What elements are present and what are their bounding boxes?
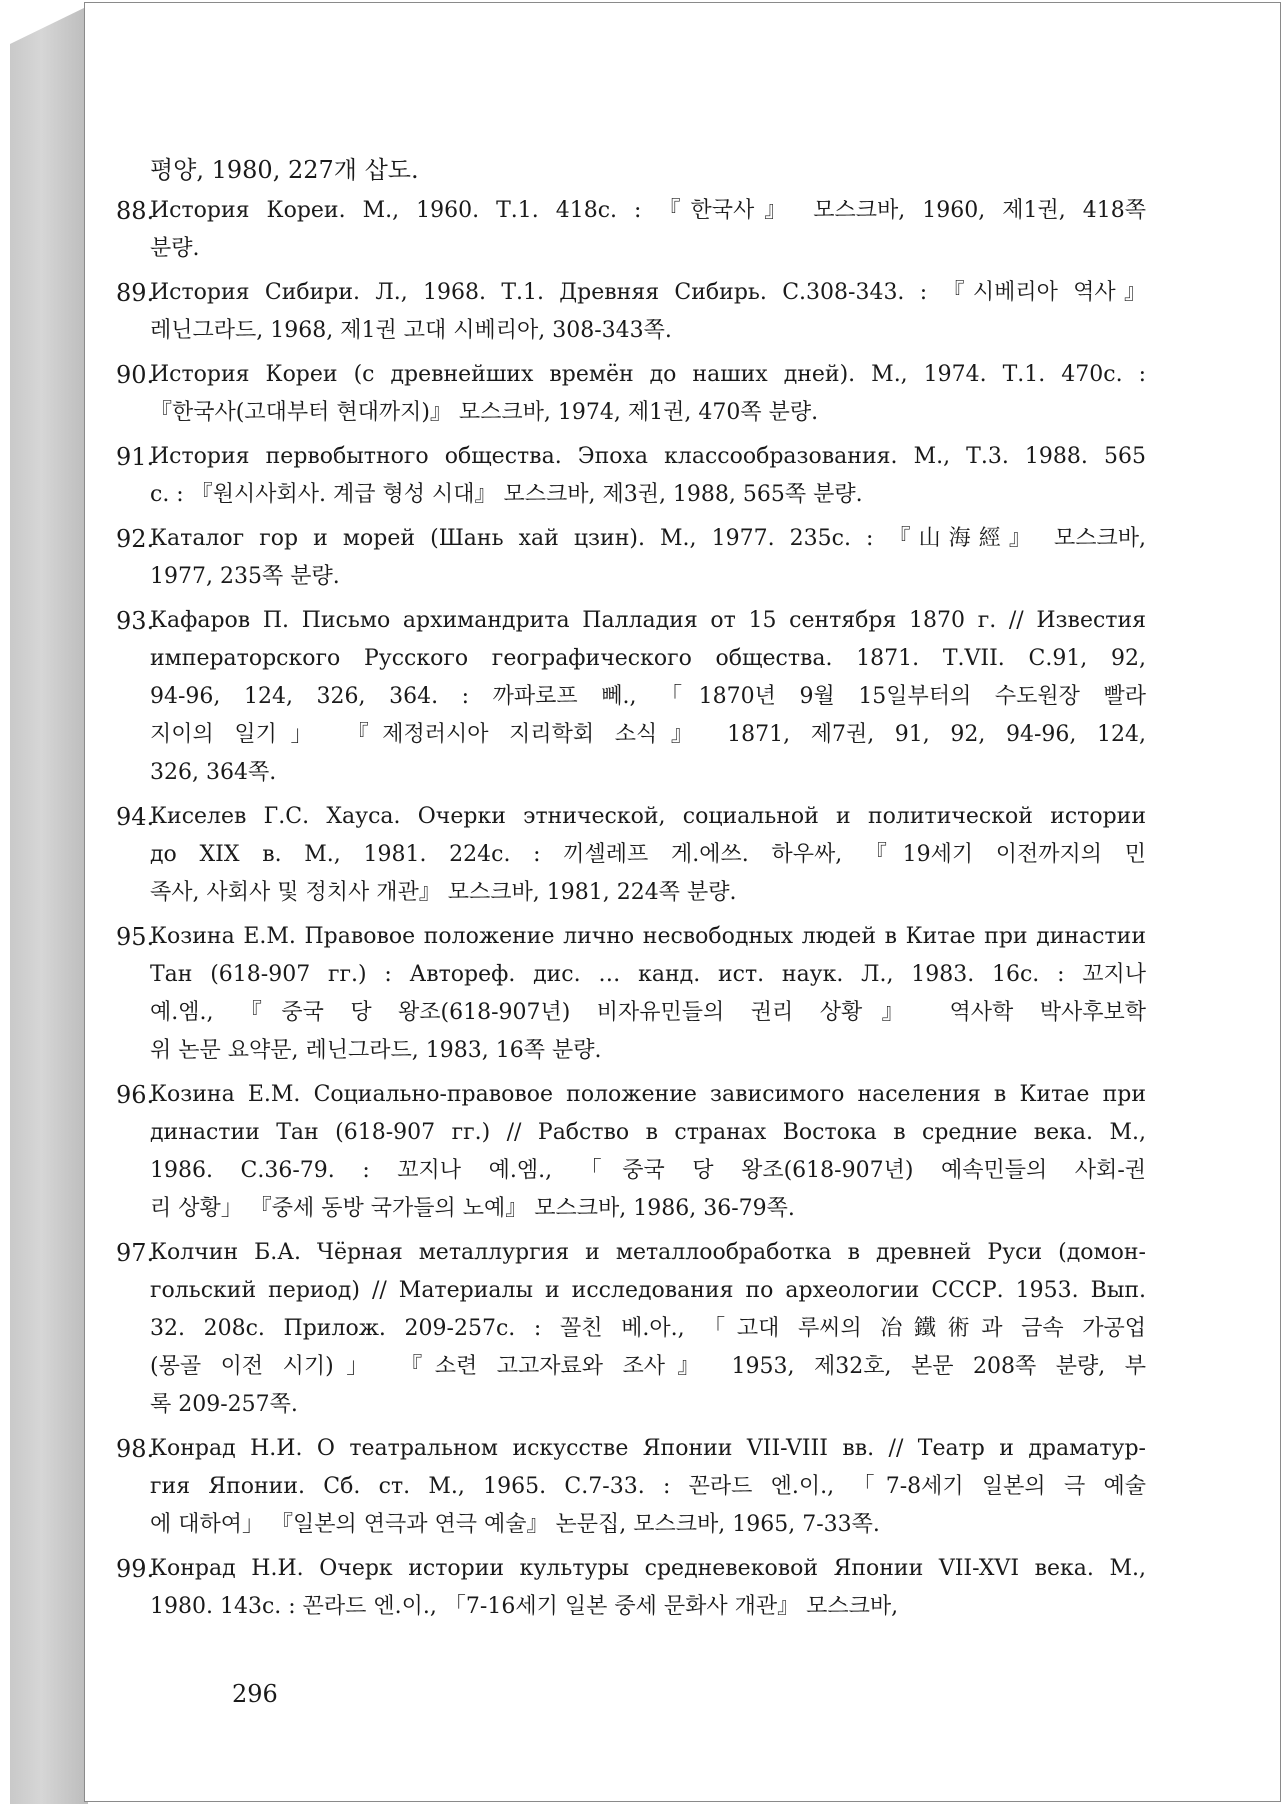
entry-line: Кафаров П. Письмо архимандрита Палладия от 15 сентября 1870 г. // Известия [150,608,1146,633]
entry-line: Колчин Б.А. Чёрная металлургия и металлообработка в древней Руси (домон- [150,1240,1146,1265]
entry-line: 1986. С.36-79. : 꼬지나 예.엠., 「중국 당 왕조(618-907년) 예속민들의 사회-권 [150,1158,1146,1183]
entry-line: Козина Е.М. Правовое положение лично несвободных людей в Китае при династии [150,924,1146,949]
entry-line: 분량. [150,236,200,261]
bibliography-entry [116,520,1146,596]
entry-line: 지이의 일기」 『제정러시아 지리학회 소식』 1871, 제7권, 91, 92, 94-96, 124, [150,722,1146,747]
entry-text [150,192,1146,268]
entry-number: 95. [116,923,155,951]
entry-line: 위 논문 요약문, 레닌그라드, 1983, 16쪽 분량. [150,1038,602,1063]
book-spine [10,6,88,1804]
bibliography-entry [116,602,1146,792]
bibliography-entry [116,438,1146,514]
entry-text [150,1430,1146,1544]
entry-number: 93. [116,607,155,635]
entry-line: 예.엠., 『중국 당 왕조(618-907년) 비자유민들의 권리 상황』 역사학 박사후보학 [150,1000,1146,1025]
bibliography-entry [116,356,1146,432]
entry-line: Каталог гор и морей (Шань хай цзин). М., 1977. 235с. : 『山海經』 모스크바, [150,526,1146,551]
bibliography-entry [116,798,1146,912]
entry-line: с. : 『원시사회사. 계급 형성 시대』 모스크바, 제3권, 1988, 565쪽 분량. [150,482,863,507]
entry-line: до XIX в. М., 1981. 224с. : 끼셀레프 게.에쓰. 하우싸, 『19세기 이전까지의 민 [150,842,1146,867]
entry-text [150,1550,1146,1626]
entry-line: Киселев Г.С. Хауса. Очерки этнической, социальной и политической истории [150,804,1146,829]
entry-number: 91. [116,443,155,471]
entry-line: Тан (618-907 гг.) : Автореф. дис. … канд. ист. наук. Л., 1983. 16с. : 꼬지나 [150,962,1146,987]
continuation-line: 평양, 1980, 227개 삽도. [150,156,419,184]
entry-line: История Кореи. М., 1960. Т.1. 418с. : 『한국사』 모스크바, 1960, 제1권, 418쪽 [150,198,1146,223]
entry-number: 92. [116,525,155,553]
entry-number: 90. [116,361,155,389]
entry-line: 레닌그라드, 1968, 제1권 고대 시베리아, 308-343쪽. [150,318,672,343]
entry-text [150,274,1146,350]
page-number: 296 [232,1680,278,1708]
bibliography-entry [116,192,1146,268]
bibliography-entry [116,918,1146,1070]
entry-text [150,602,1146,792]
entry-line: династии Тан (618-907 гг.) // Рабство в странах Востока в средние века. М., [150,1120,1146,1145]
entry-text [150,520,1146,596]
entry-number: 89. [116,279,155,307]
entry-line: 1980. 143с. : 꼰라드 엔.이., 「7-16세기 일본 중세 문화사 개관』 모스크바, [150,1594,899,1619]
entry-number: 94. [116,803,155,831]
entry-number: 98. [116,1435,155,1463]
entry-line: Конрад Н.И. Очерк истории культуры средневековой Японии VII-XVI века. М., [150,1556,1146,1581]
entries-container [116,192,1146,1626]
entry-line: 1977, 235쪽 분량. [150,564,340,589]
bibliography-entry [116,1550,1146,1626]
entry-text [150,798,1146,912]
entry-line: Конрад Н.И. О театральном искусстве Японии VII-VIII вв. // Театр и драматур- [150,1436,1146,1461]
entry-text [150,1076,1146,1228]
entry-line: 94-96, 124, 326, 364. : 까파로프 뻬., 「1870년 9월 15일부터의 수도원장 빨라 [150,684,1146,709]
entry-text [150,1234,1146,1424]
entry-line: 록 209-257쪽. [150,1392,298,1417]
entry-line: История Кореи (с древнейших времён до наших дней). М., 1974. Т.1. 470с. : [150,362,1146,387]
entry-line: (몽골 이전 시기)」 『소련 고고자료와 조사』 1953, 제32호, 본문 208쪽 분량, 부 [150,1354,1146,1379]
entry-line: 32. 208с. Прилож. 209-257с. : 꼴친 베.아., 「고대 루씨의 冶鐵術과 금속 가공업 [150,1316,1146,1341]
entry-text [150,918,1146,1070]
entry-text [150,438,1146,514]
entry-line: гия Японии. Сб. ст. М., 1965. С.7-33. : 꼰라드 엔.이., 「7-8세기 일본의 극 예술 [150,1474,1146,1499]
entry-number: 97. [116,1239,155,1267]
entry-number: 99. [116,1555,155,1583]
entry-line: История первобытного общества. Эпоха классообразования. М., Т.3. 1988. 565 [150,444,1146,469]
entry-number: 96. [116,1081,155,1109]
bibliography-list [116,152,1146,1632]
entry-line: 『한국사(고대부터 현대까지)』 모스크바, 1974, 제1권, 470쪽 분량. [150,400,819,425]
bibliography-entry [116,1430,1146,1544]
entry-text [150,356,1146,432]
entry-line: императорского Русского географического общества. 1871. Т.VII. С.91, 92, [150,646,1146,671]
entry-line: Козина Е.М. Социально-правовое положение зависимого населения в Китае при [150,1082,1146,1107]
entry-number: 88. [116,197,155,225]
bibliography-entry [116,1076,1146,1228]
entry-line: История Сибири. Л., 1968. Т.1. Древняя Сибирь. С.308-343. : 『시베리아 역사』 [150,280,1146,305]
entry-line: 족사, 사회사 및 정치사 개관』 모스크바, 1981, 224쪽 분량. [150,880,737,905]
bibliography-entry [116,1234,1146,1424]
entry-line: гольский период) // Материалы и исследования по археологии СССР. 1953. Вып. [150,1278,1146,1303]
entry-line: 리 상황」 『중세 동방 국가들의 노예』 모스크바, 1986, 36-79쪽. [150,1196,795,1221]
bibliography-entry [116,274,1146,350]
entry-line: 에 대하여」 『일본의 연극과 연극 예술』 논문집, 모스크바, 1965, 7-33쪽. [150,1512,880,1537]
entry-line: 326, 364쪽. [150,760,277,785]
